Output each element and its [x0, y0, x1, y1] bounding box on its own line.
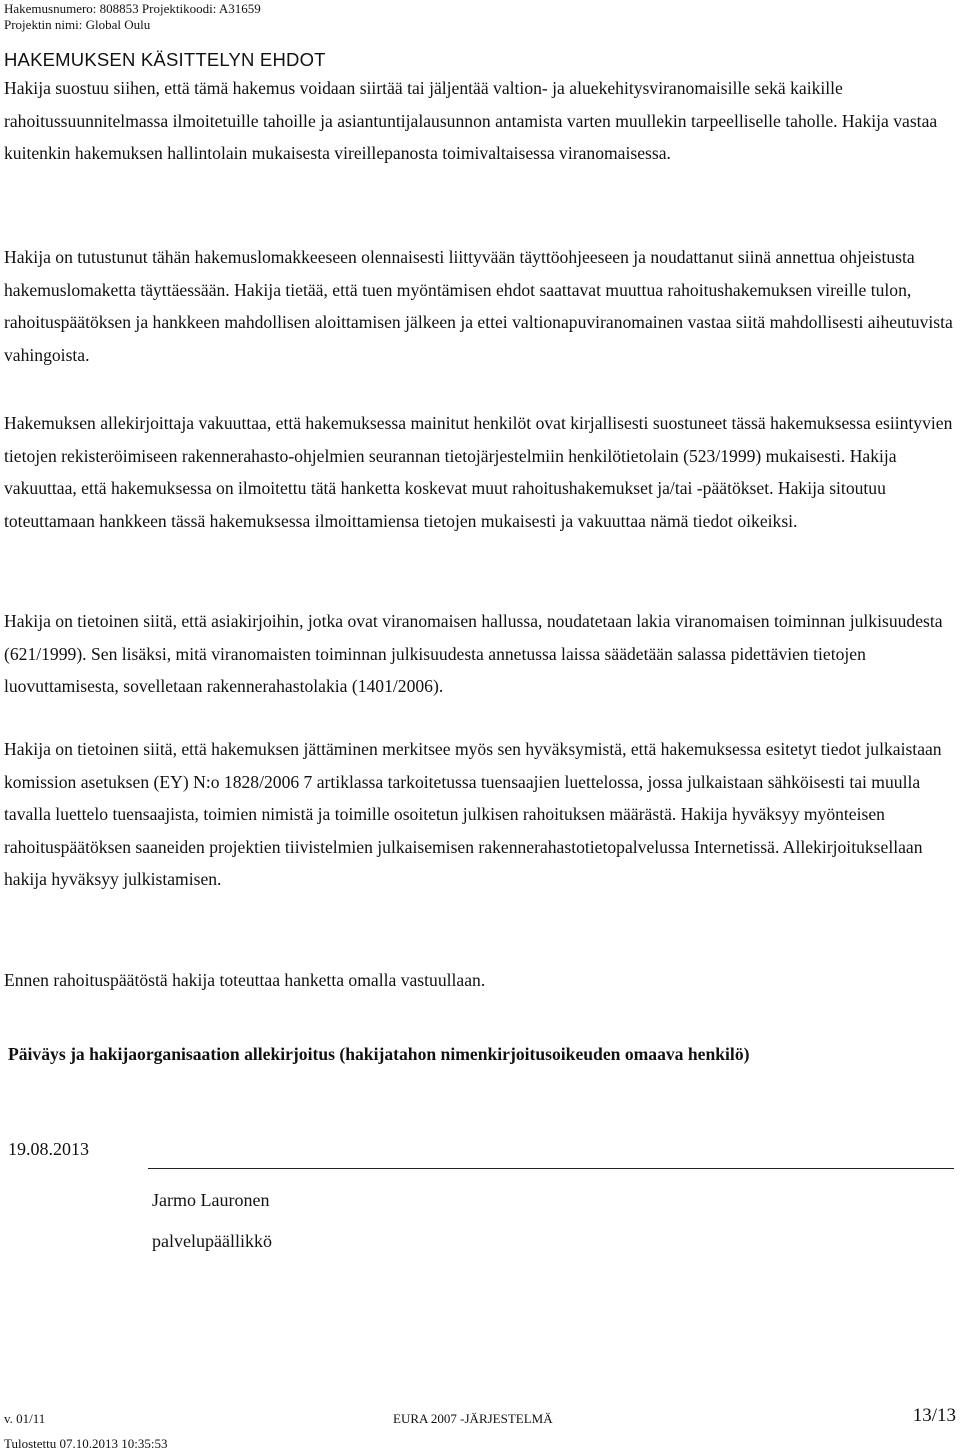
paragraph-publicity-act: Hakija on tietoinen siitä, että asiakirjoihin, jotka ovat viranomaisen hallussa, noudatetaan lakia viranomaisen toiminnan julkisuudesta (621/1999). Sen lisäksi, mitä viranomaisten toiminnan julkisuudesta annetussa laissa säädetään salassa pidettävien tietojen luovuttamisesta, sovelletaan rakennerahastolakia (1401/2006). [4, 611, 943, 697]
paragraph-own-responsibility: Ennen rahoituspäätöstä hakija toteuttaa hanketta omalla vastuullaan. [4, 970, 486, 990]
signature-line [148, 1168, 954, 1169]
signer-title: palvelupäällikkö [152, 1231, 272, 1251]
paragraph-consent: Hakija suostuu siihen, että tämä hakemus voidaan siirtää tai jäljentää valtion- ja aluekehitysviranomaisille sekä kaikille rahoitussuunnitelmassa ilmoitetuille tahoille ja asiantuntijalausunnon antamista varten muullekin tarpeelliselle taholle. Hakija vastaa kuitenkin hakemuksen hallintolain mukaisesta vireillepanosta toimivaltaisessa viranomaisessa. [4, 78, 938, 164]
paragraph-instructions: Hakija on tutustunut tähän hakemuslomakkeeseen olennaisesti liittyvään täyttöohjeeseen ja noudattanut siinä annettua ohjeistusta hakemuslomaketta täyttäessään. Hakija tietää, että tuen myöntämisen ehdot saattavat muuttua rahoitushakemuksen vireille tulon, rahoituspäätöksen ja hankkeen mahdollisen aloittamisen jälkeen ja ettei valtionapuviranomainen vastaa siitä mahdollisesti aiheutuvista vahingoista. [4, 247, 953, 365]
paragraph-publication-consent: Hakija on tietoinen siitä, että hakemuksen jättäminen merkitsee myös sen hyväksymistä, että hakemuksessa esitetyt tiedot julkaistaan komission asetuksen (EY) N:o 1828/2006 7 artiklassa tarkoitetussa tuensaajien luettelossa, jossa julkaistaan sähköisesti tai muulla tavalla luettelo tuensaajista, toimien nimistä ja toimille osoitetun julkisen rahoituksen määrästä. Hakija hyväksyy myönteisen rahoituspäätöksen saaneiden projektien tiivistelmien julkaisemisen rakennerahastotietopalvelussa Internetissä. Allekirjoituksellaan hakija hyväksyy julkistamisen. [4, 739, 942, 890]
signer-name: Jarmo Lauronen [152, 1190, 270, 1210]
project-name-header: Projektin nimi: Global Oulu [4, 17, 151, 32]
page-number: 13/13 [912, 1405, 956, 1426]
signature-date: 19.08.2013 [8, 1139, 89, 1159]
footer-system-name: EURA 2007 -JÄRJESTELMÄ [393, 1411, 553, 1426]
signature-heading: Päiväys ja hakijaorganisaation allekirjoitus (hakijatahon nimenkirjoitusoikeuden omaava henkilö) [8, 1044, 750, 1064]
application-number-header: Hakemusnumero: 808853 Projektikoodi: A31659 [4, 1, 261, 16]
printed-timestamp: Tulostettu 07.10.2013 10:35:53 [4, 1436, 168, 1451]
paragraph-signatory-assurance: Hakemuksen allekirjoittaja vakuuttaa, että hakemuksessa mainitut henkilöt ovat kirjallisesti suostuneet tässä hakemuksessa esiintyvien tietojen rekisteröimiseen rakennerahasto-ohjelmien seurannan tietojärjestelmiin henkilötietolain (523/1999) mukaisesti. Hakija vakuuttaa, että hakemuksessa on ilmoitettu tätä hanketta koskevat muut rahoitushakemukset ja/tai -päätökset. Hakija sitoutuu toteuttamaan hankkeen tässä hakemuksessa ilmoittamiensa tietojen mukaisesti ja vakuuttaa nämä tiedot oikeiksi. [4, 413, 953, 531]
footer-version: v. 01/11 [4, 1411, 46, 1426]
section-title: HAKEMUKSEN KÄSITTELYN EHDOT [4, 49, 326, 70]
